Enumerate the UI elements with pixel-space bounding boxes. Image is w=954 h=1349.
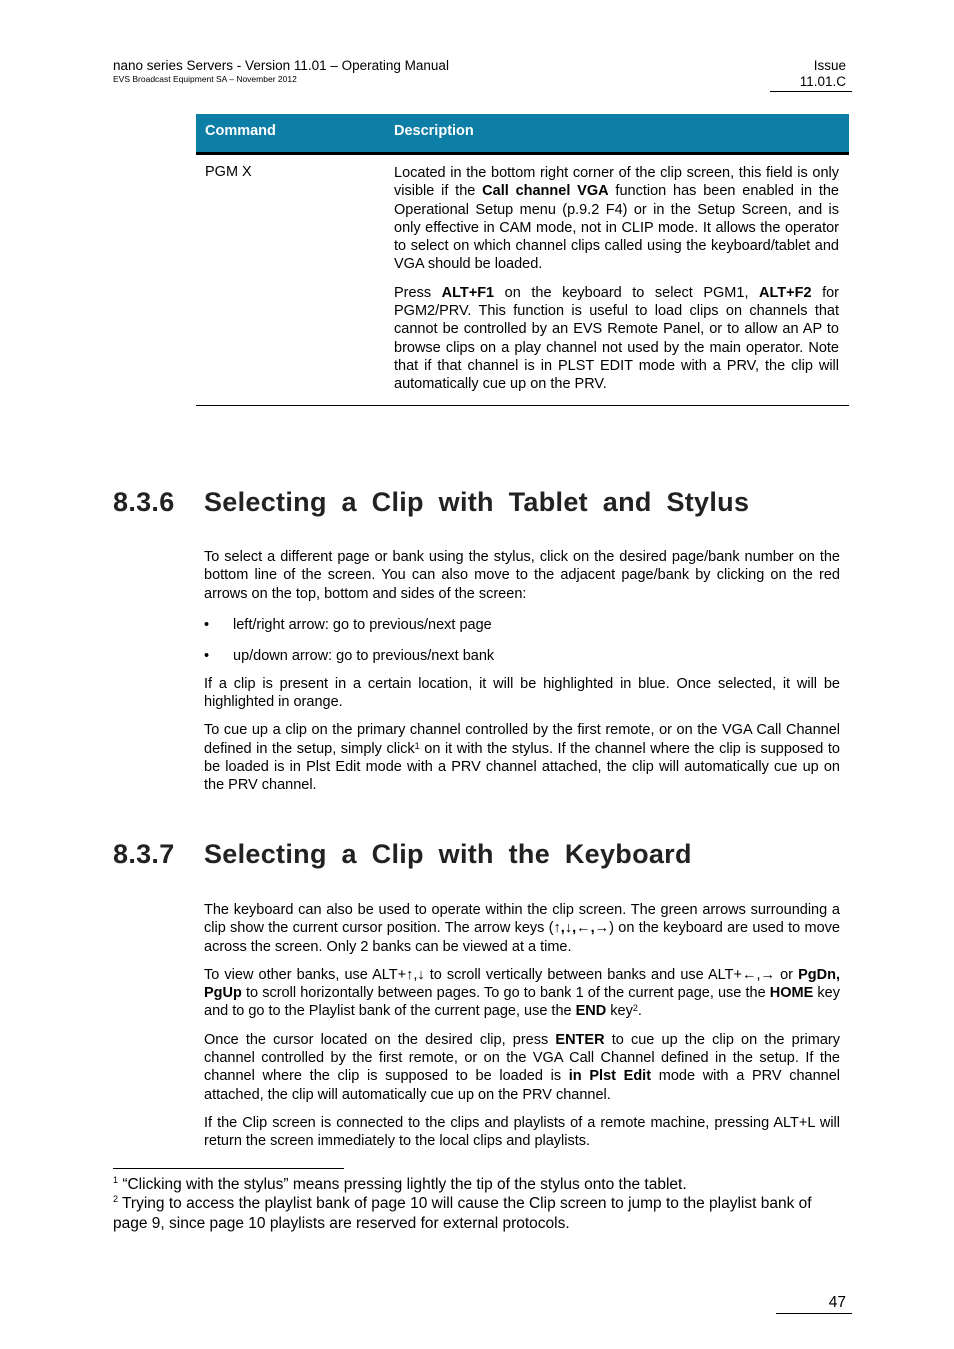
page-number-rule	[776, 1313, 852, 1314]
section-body	[204, 901, 840, 1151]
bullet-list	[204, 616, 840, 665]
footnote-ref: 2	[632, 1003, 638, 1014]
section-title: Selecting a Clip with the Keyboard	[204, 839, 692, 869]
description-paragraph: Press ALT+F1 on the keyboard to select PGM1, ALT+F2 for PGM2/PRV. This function is useful to load clips on channels that cannot be controlled by an EVS Remote Panel, or to allow an AP to browse clips on a play channel not used by the main operator. Note that if that channel is in PLST EDIT mode with a PRV, the clip will automatically cue up on the PRV.	[394, 284, 840, 393]
page-number: 47	[828, 1294, 846, 1311]
column-header-command: Command	[205, 123, 276, 139]
command-table	[196, 114, 849, 406]
header-rule	[770, 91, 852, 92]
table-header-row	[196, 114, 849, 155]
issue-label: Issue	[813, 58, 846, 73]
section-number: 8.3.7	[113, 839, 175, 869]
paragraph: To select a different page or bank using the stylus, click on the desired page/bank number on the bottom line of the screen. You can also move to the adjacent page/bank by clicking on the red arrows on the top, bottom and sides of the screen:	[204, 549, 840, 602]
paragraph: To cue up a clip on the primary channel controlled by the first remote, or on the VGA Call Channel defined in the setup, simply click$^1$ on it with the stylus. If the channel where the clip is supposed to be loaded is in Plst Edit mode with a PRV channel attached, the clip will automatically cue up on the PRV channel.	[204, 722, 840, 794]
table-row	[196, 155, 849, 406]
description-paragraph: Located in the bottom right corner of the clip screen, this field is only visible if the Call channel VGA function has been enabled in the Operational Setup menu (p.9.2 F4) or in the Setup Screen, and is only effective in CAM mode, not in CLIP mode. It allows the operator to select on which channel clips called using the keyboard/tablet and VGA should be loaded.	[394, 165, 839, 273]
issue-number: 11.01.C	[799, 74, 846, 89]
command-cell: PGM X	[205, 164, 252, 180]
document-subtitle: EVS Broadcast Equipment SA – November 2012	[113, 74, 297, 84]
section-number: 8.3.6	[113, 487, 175, 517]
paragraph: To view other banks, use ALT+↑,↓ to scroll vertically between banks and use ALT+←,→ or PgDn, PgUp to scroll horizontally between pages. To go to bank 1 of the current page, use the HOME key and to go to the Playlist bank of the current page, use the END key$^2$.	[204, 966, 840, 1020]
list-item: • up/down arrow: go to previous/next bank	[204, 647, 840, 665]
section-body	[204, 548, 840, 795]
description-cell	[394, 164, 839, 394]
list-item: • left/right arrow: go to previous/next page	[204, 616, 840, 634]
section-heading	[113, 487, 749, 518]
section-title: Selecting a Clip with Tablet and Stylus	[204, 487, 750, 517]
footnote-rule	[113, 1168, 344, 1169]
footnote-ref: 1	[414, 740, 420, 751]
footnote: $^2$ Trying to access the playlist bank of page 10 will cause the Clip screen to jump to the playlist bank of page 9, since page 10 playlists are reserved for external protocols.	[113, 1194, 812, 1232]
document-title: nano series Servers - Version 11.01 – Operating Manual	[113, 58, 449, 73]
paragraph: If a clip is present in a certain location, it will be highlighted in blue. Once selected, it will be highlighted in orange.	[204, 675, 840, 711]
section-heading	[113, 839, 692, 870]
footnote: $^1$ “Clicking with the stylus” means pressing lightly the tip of the stylus onto the tablet.	[113, 1175, 687, 1193]
column-header-description: Description	[394, 123, 474, 139]
paragraph: The keyboard can also be used to operate within the clip screen. The green arrows surrounding a clip show the current cursor position. The arrow keys (↑,↓,←,→) on the keyboard are used to move across the screen. Only 2 banks can be viewed at a time.	[204, 902, 840, 955]
paragraph: If the Clip screen is connected to the clips and playlists of a remote machine, pressing ALT+L will return the screen immediately to the local clips and playlists.	[204, 1114, 840, 1150]
paragraph: Once the cursor located on the desired clip, press ENTER to cue up the clip on the primary channel controlled by the first remote, or on the VGA Call Channel defined in the setup. If the channel where the clip is supposed to be loaded is in Plst Edit mode with a PRV channel attached, the clip will automatically cue up on the PRV channel.	[204, 1031, 841, 1103]
